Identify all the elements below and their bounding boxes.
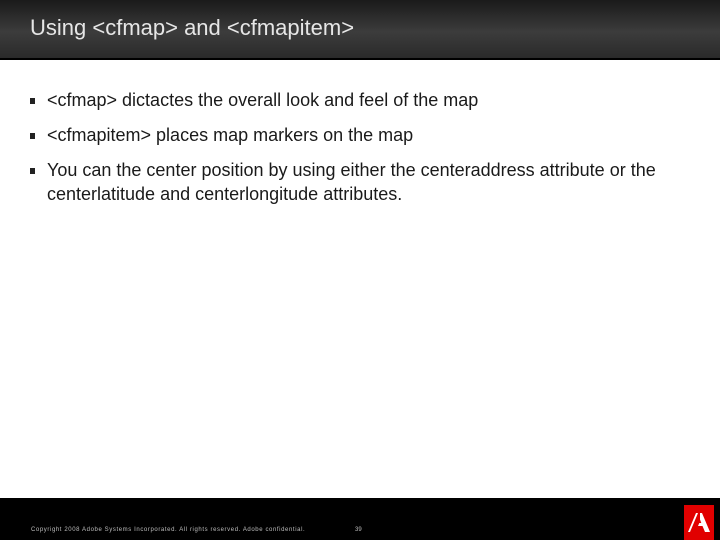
footer-copyright: Copyright 2008 Adobe Systems Incorporated. All rights reserved. Adobe confidential. (31, 527, 306, 533)
bullet-item (0, 158, 720, 206)
slide-title: Using <cfmap> and <cfmapitem> (30, 15, 355, 40)
bullet-text: You can the center position by using either the centeraddress attribute or the centerlatitude and centerlongitude attributes. (47, 160, 656, 204)
square-bullet-icon (30, 168, 35, 174)
square-bullet-icon (30, 133, 35, 139)
bullet-text: <cfmap> dictactes the overall look and feel of the map (47, 90, 479, 110)
adobe-logo (684, 505, 714, 540)
page-number: 39 (355, 527, 362, 533)
bullet-text: <cfmapitem> places map markers on the map (47, 125, 414, 145)
title-bar (0, 0, 720, 60)
bullet-item (0, 88, 720, 112)
footer-bar (0, 498, 720, 540)
square-bullet-icon (30, 98, 35, 104)
bullet-item (0, 123, 720, 147)
bullet-list (0, 88, 720, 217)
